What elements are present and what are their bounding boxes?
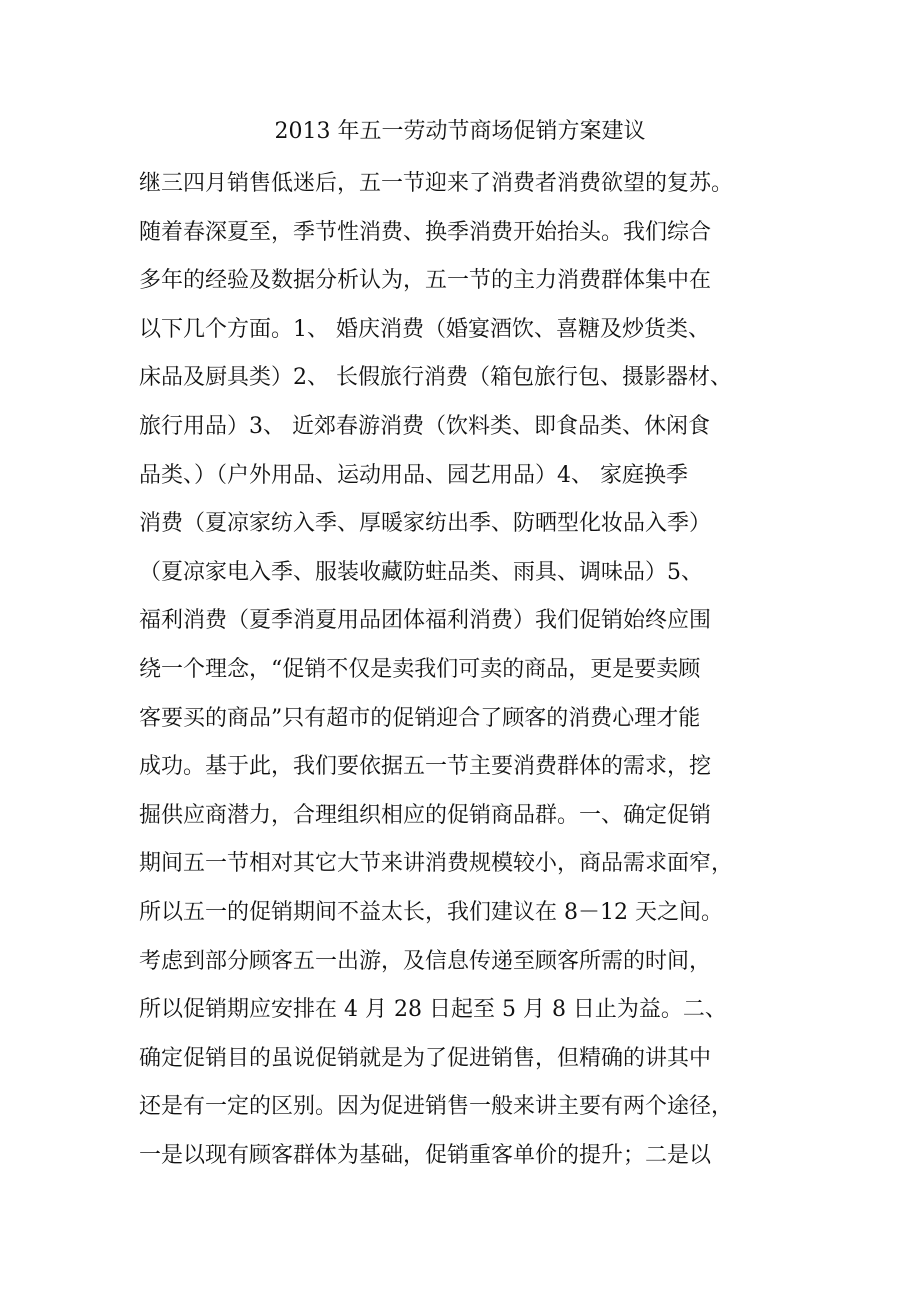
body-line: 还是有一定的区别。因为促进销售一般来讲主要有两个途径， bbox=[139, 1094, 734, 1120]
body-line: 成功。基于此，我们要依据五一节主要消费群体的需求，挖 bbox=[139, 754, 712, 780]
body-line: 绕一个理念，“促销不仅是卖我们可卖的商品，更是要卖顾 bbox=[139, 656, 701, 682]
body-line: （夏凉家电入季、服装收藏防蛀品类、雨具、调味品）5、 bbox=[139, 559, 703, 585]
document-title: 2013 年五一劳动节商场促销方案建议 bbox=[274, 119, 646, 144]
body-line: 一是以现有顾客群体为基础，促销重客单价的提升；二是以 bbox=[139, 1142, 712, 1168]
body-line: 考虑到部分顾客五一出游，及信息传递至顾客所需的时间， bbox=[139, 948, 712, 974]
body-line: 客要买的商品”只有超市的促销迎合了顾客的消费心理才能 bbox=[139, 705, 701, 731]
body-line: 期间五一节相对其它大节来讲消费规模较小，商品需求面窄， bbox=[139, 851, 734, 877]
body-line: 床品及厨具类）2、 长假旅行消费（箱包旅行包、摄影器材、 bbox=[139, 365, 732, 391]
body-line: 所以促销期应安排在 4 月 28 日起至 5 月 8 日止为益。二、 bbox=[139, 997, 727, 1023]
body-line: 福利消费（夏季消夏用品团体福利消费）我们促销始终应围 bbox=[139, 608, 712, 634]
body-line: 继三四月销售低迷后，五一节迎来了消费者消费欲望的复苏。 bbox=[139, 171, 734, 196]
body-line: 确定促销目的虽说促销就是为了促进销售，但精确的讲其中 bbox=[139, 1045, 712, 1071]
body-line: 随着春深夏至，季节性消费、换季消费开始抬头。我们综合 bbox=[139, 219, 712, 245]
body-line: 所以五一的促销期间不益太长，我们建议在 8－12 天之间。 bbox=[139, 899, 723, 925]
document-body bbox=[139, 160, 799, 1180]
body-line: 消费（夏凉家纺入季、厚暖家纺出季、防晒型化妆品入季） bbox=[139, 511, 712, 537]
body-line: 以下几个方面。1、 婚庆消费（婚宴酒饮、喜糖及炒货类、 bbox=[139, 316, 710, 342]
body-line: 多年的经验及数据分析认为，五一节的主力消费群体集中在 bbox=[139, 268, 712, 294]
body-line: 品类、）（户外用品、运动用品、园艺用品）4、 家庭换季 bbox=[139, 462, 688, 488]
body-line: 掘供应商潜力，合理组织相应的促销商品群。一、确定促销 bbox=[139, 802, 712, 828]
body-line: 旅行用品）3、 近郊春游消费（饮料类、即食品类、休闲食 bbox=[139, 413, 710, 439]
